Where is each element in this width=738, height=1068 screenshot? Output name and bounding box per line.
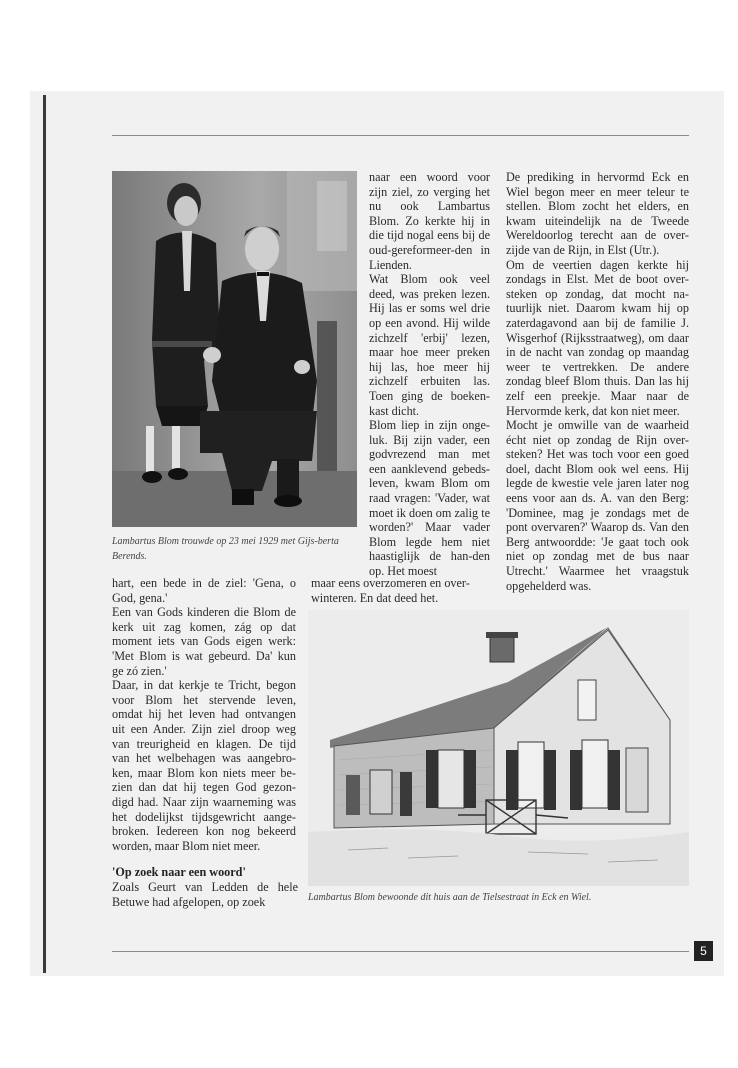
page-spine [43, 95, 46, 973]
footer-rule [112, 951, 689, 952]
body-text-column-1: hart, een bede in de ziel: 'Gena, o God, gena.' Een van Gods kinderen die Blom de kerk uit zag komen, zág op dat moment iets van Gods eigen werk: 'Met Blom is wat gebeurd. Da' kun ge zó zien.' Daar, in dat kerkje te Tricht, begon voor Blom het stervende leven, omdat hij het leven had ontvangen uit een Ander. Zijn ziel droop weg van treurigheid en klagen. De tijd van het welbehagen was aangebro-ken, maar Blom kon niets meer be-zien dan dat hij tegen God gezon-digd had. Naar zijn waarneming was het dodelijkst tijdsgewricht aange-broken. Iedereen kon nog bekeerd worden, maar Blom niet meer. [112, 576, 296, 853]
body-text-column-3: De prediking in hervormd Eck en Wiel begon meer en meer teleur te stellen. Blom zocht het elders, en kwam uiteindelijk na de Tweede Wereldoorlog terecht aan de over-zijde van de Rijn, in Elst (Utr.). Om de veertien dagen kerkte hij zondags in Elst. Met de boot over-steken op zondag, dat mocht na-tuurlijk niet. Daarom kwam hij op zaterdagavond aan bij de familie J. Wisgerhof (Rijksstraatweg), om daar in de nacht van zondag op maandag weer te vertrekken. De andere zondag bleef Blom thuis. Dan las hij zelf een preekje. Maar naar de Hervormde kerk, dat kon niet meer. Mocht je omwille van de waarheid écht niet op zondag de Rijn over-steken? Het was toch voor een goed doel, dacht Blom ook wel eens. Hij legde de kwestie vele jaren later nog eens voor aan ds. A. van den Berg: 'Dominee, mag je zondags met de pont overvaren?' Waarop ds. Van den Berg antwoordde: 'Je gaat toch ook niet op zondag met de bus naar Utrecht.' Waarmee het vraagstuk opgehelderd was. [506, 170, 689, 593]
page-number: 5 [694, 941, 713, 961]
section-heading: 'Op zoek naar een woord' [112, 865, 246, 879]
body-text-column-2: naar een woord voor zijn ziel, zo verging het nu ook Lambartus Blom. Zo kerkte hij in die tijd nogal eens bij de oud-gereformeer-den in Lienden. Wat Blom ook veel deed, was preken lezen. Hij las er soms wel drie op een avond. Hij wilde zichzelf 'erbij' lezen, maar hoe meer preken hij las, hoe meer hij zichzelf erbuiten las. Toen ging de boeken-kast dicht. Blom liep in zijn onge-luk. Bij zijn vader, een godvrezend man met een aanklevend gebeds-leven, kwam Blom om raad vragen: 'Vader, wat moet ik doen om zalig te worden?' Maar vader Blom legde hem niet haastiglijk de han-den op. Het moest [369, 170, 490, 579]
body-text-column-1-continued: Zoals Geurt van Ledden de hele Betuwe had afgelopen, op zoek [112, 880, 298, 909]
body-text-column-2-bottom: maar eens overzomeren en over-winteren. En dat deed het. [311, 576, 470, 605]
wedding-photo [112, 171, 357, 527]
photo-caption: Lambartus Blom trouwde op 23 mei 1929 met Gijs-berta Berends. [112, 536, 339, 562]
house-sketch [308, 610, 689, 886]
header-rule [112, 135, 689, 136]
sketch-caption: Lambartus Blom bewoonde dit huis aan de Tielsestraat in Eck en Wiel. [308, 892, 592, 903]
